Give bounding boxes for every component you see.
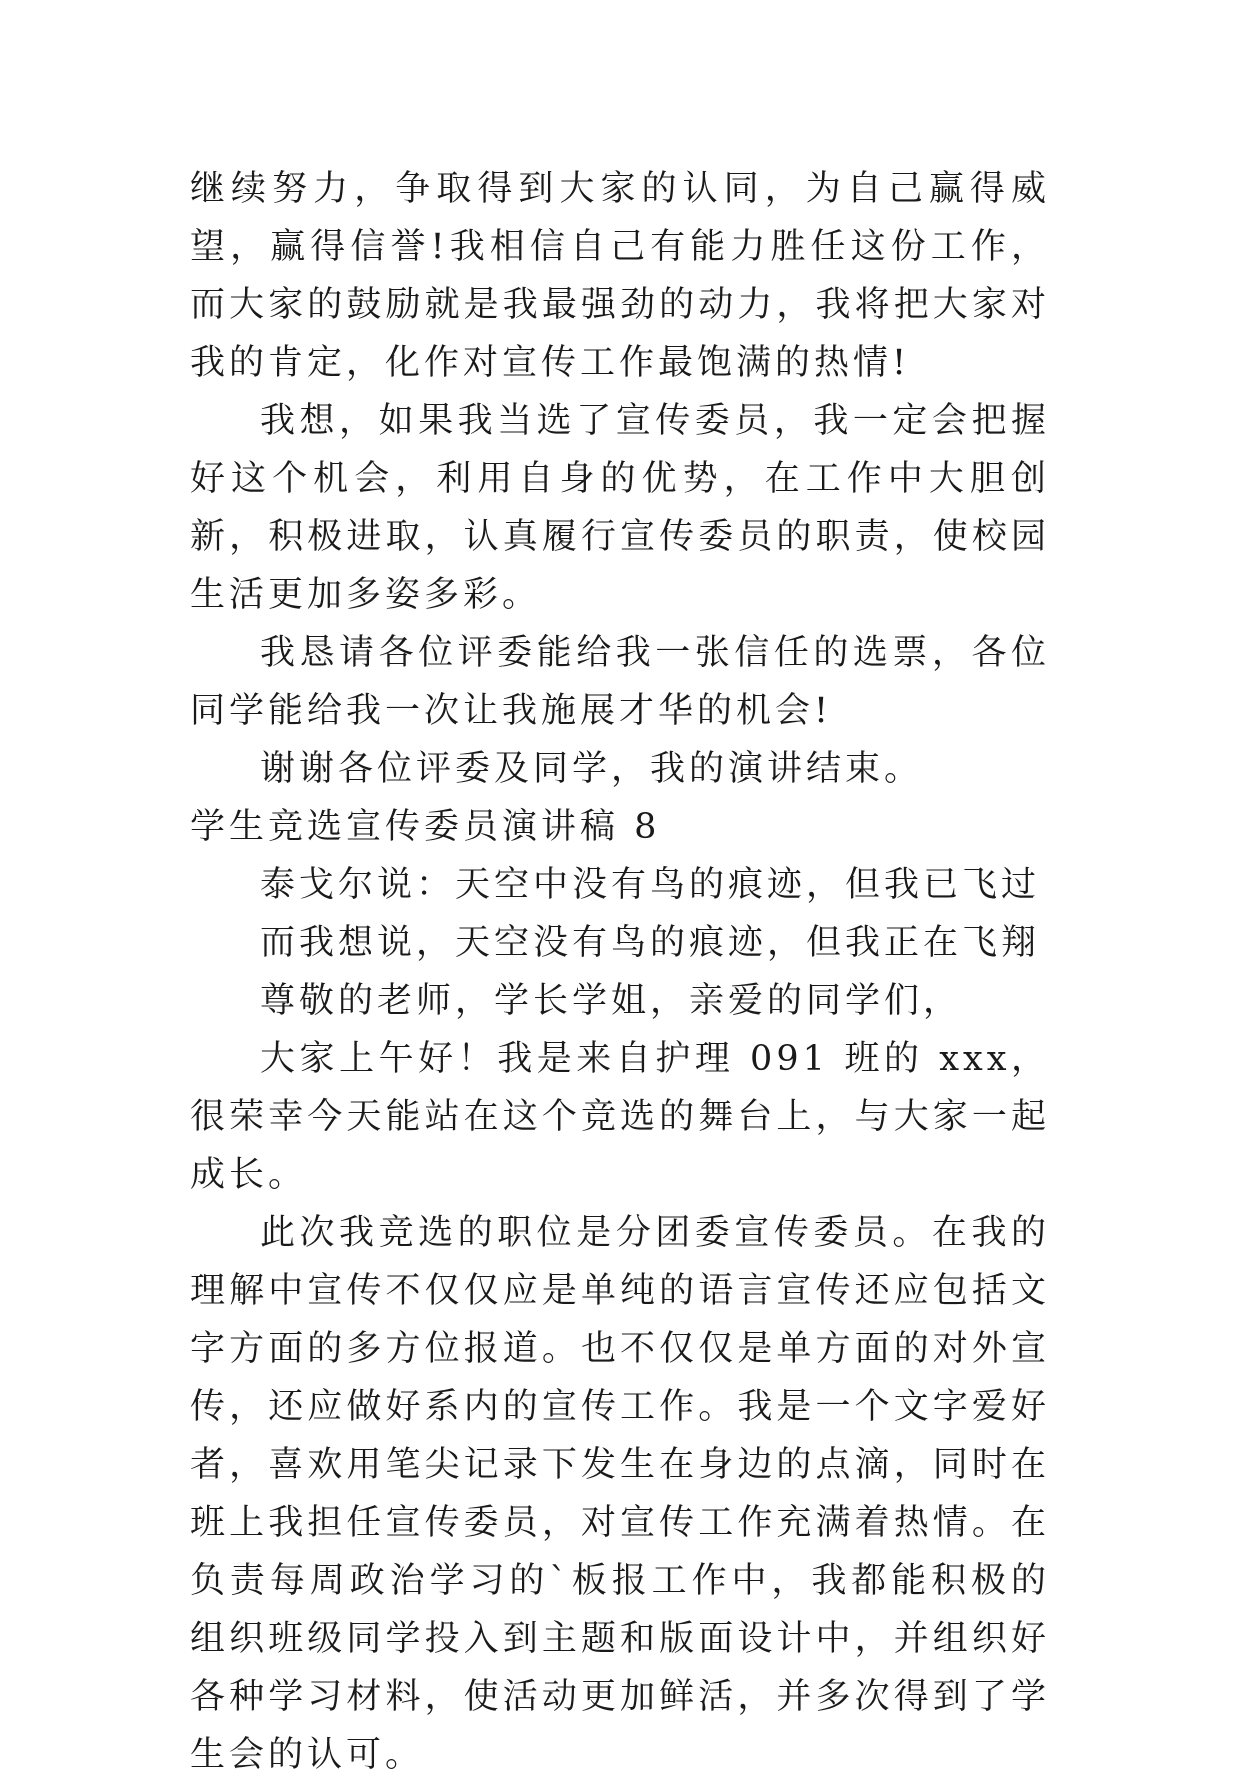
paragraph-4: 谢谢各位评委及同学，我的演讲结束。 xyxy=(260,749,924,789)
section-heading: 学生竞选宣传委员演讲稿 8 xyxy=(190,807,661,847)
paragraph-3: 我恳请各位评委能给我一张信任的选票，各位同学能给我一次让我施展才华的机会! xyxy=(190,633,1050,731)
paragraph-greeting: 大家上午好！我是来自护理 091 班的 xxx，很荣幸今天能站在这个竞选的舞台上，与大家一起成长。 xyxy=(190,1039,1050,1195)
paragraph-2: 我想，如果我当选了宣传委员，我一定会把握好这个机会，利用自身的优势，在工作中大胆创新，积极进取，认真履行宣传委员的职责，使校园生活更加多姿多彩。 xyxy=(190,401,1050,615)
paragraph-1: 继续努力，争取得到大家的认同，为自己赢得威望，赢得信誉!我相信自己有能力胜任这份工作，而大家的鼓励就是我最强劲的动力，我将把大家对我的肯定，化作对宣传工作最饱满的热情! xyxy=(190,169,1050,383)
paragraph-position: 此次我竞选的职位是分团委宣传委员。在我的理解中宣传不仅仅应是单纯的语言宣传还应包括文字方面的多方位报道。也不仅仅是单方面的对外宣传，还应做好系内的宣传工作。我是一个文字爱好者，喜欢用笔尖记录下发生在身边的点滴，同时在班上我担任宣传委员，对宣传工作充满着热情。在负责每周政治学习的`板报工作中，我都能积极的组织班级同学投入到主题和版面设计中，并组织好各种学习材料，使活动更加鲜活，并多次得到了学生会的认可。 xyxy=(190,1213,1050,1775)
quote-line-2: 而我想说，天空没有鸟的痕迹，但我正在飞翔 xyxy=(260,923,1041,963)
salutation: 尊敬的老师，学长学姐，亲爱的同学们， xyxy=(260,981,963,1021)
document-body xyxy=(190,160,1050,1784)
quote-line-1: 泰戈尔说：天空中没有鸟的痕迹，但我已飞过 xyxy=(260,865,1041,905)
